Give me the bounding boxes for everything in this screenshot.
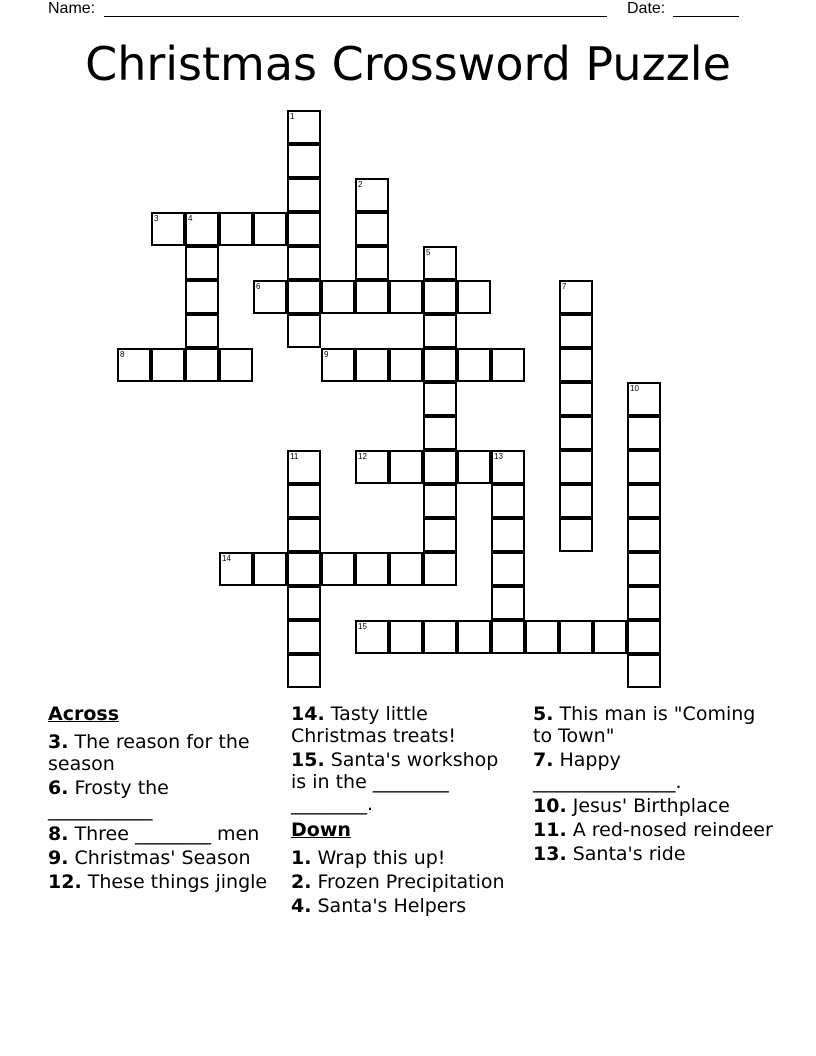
clue-number-label: 8. — [48, 823, 69, 845]
clue-number-label: 10. — [533, 795, 567, 817]
crossword-cell[interactable] — [559, 382, 593, 416]
crossword-cell[interactable] — [321, 280, 355, 314]
crossword-cell[interactable] — [627, 552, 661, 586]
crossword-cell[interactable] — [185, 246, 219, 280]
clue-item — [533, 703, 773, 747]
clue-number-label: 14. — [291, 703, 325, 725]
clue-number: 15 — [358, 622, 367, 631]
clue-text: Happy _______________. — [533, 749, 682, 793]
crossword-cell[interactable] — [559, 450, 593, 484]
crossword-cell[interactable] — [627, 382, 661, 416]
crossword-cell[interactable] — [389, 280, 423, 314]
page-title: Christmas Crossword Puzzle — [85, 37, 731, 91]
crossword-cell[interactable] — [559, 518, 593, 552]
crossword-cell[interactable] — [321, 552, 355, 586]
crossword-cell[interactable] — [559, 484, 593, 518]
clue-text: Jesus' Birthplace — [566, 795, 730, 817]
crossword-cell[interactable] — [559, 620, 593, 654]
clue-text: This man is "Coming to Town" — [533, 703, 756, 747]
down-clue-list — [291, 847, 519, 917]
clue-item — [533, 795, 773, 817]
crossword-cell[interactable] — [457, 280, 491, 314]
clue-number-label: 11. — [533, 819, 567, 841]
clue-item — [291, 703, 519, 747]
crossword-cell[interactable] — [559, 348, 593, 382]
crossword-cell[interactable] — [627, 450, 661, 484]
crossword-cell[interactable] — [253, 552, 287, 586]
crossword-cell[interactable] — [457, 620, 491, 654]
crossword-cell[interactable] — [185, 314, 219, 348]
clue-number: 5 — [426, 248, 431, 257]
clue-item — [291, 847, 519, 869]
crossword-cell[interactable] — [151, 348, 185, 382]
crossword-cell[interactable] — [491, 552, 525, 586]
name-label: Name: — [48, 0, 96, 17]
crossword-cell[interactable] — [287, 212, 321, 246]
crossword-cell[interactable] — [151, 212, 185, 246]
crossword-cell[interactable] — [287, 246, 321, 280]
clue-text: Santa's Helpers — [311, 895, 467, 917]
crossword-cell[interactable] — [287, 144, 321, 178]
clue-number: 14 — [222, 554, 231, 563]
clue-number: 1 — [290, 112, 295, 121]
clue-text: Frozen Precipitation — [311, 871, 505, 893]
crossword-cell[interactable] — [423, 314, 457, 348]
crossword-cell[interactable] — [355, 246, 389, 280]
crossword-cell[interactable] — [355, 348, 389, 382]
crossword-cell[interactable] — [219, 212, 253, 246]
crossword-cell[interactable] — [287, 280, 321, 314]
crossword-cell[interactable] — [423, 246, 457, 280]
crossword-cell[interactable] — [287, 450, 321, 484]
across-clue-list — [48, 731, 278, 893]
crossword-cell[interactable] — [253, 212, 287, 246]
crossword-cell[interactable] — [389, 552, 423, 586]
clue-item — [48, 871, 278, 893]
crossword-cell[interactable] — [423, 484, 457, 518]
crossword-cell[interactable] — [219, 552, 253, 586]
crossword-cell[interactable] — [287, 314, 321, 348]
crossword-cell[interactable] — [389, 348, 423, 382]
clue-number-label: 3. — [48, 731, 69, 753]
crossword-cell[interactable] — [355, 280, 389, 314]
crossword-cell[interactable] — [117, 348, 151, 382]
clue-number: 8 — [120, 350, 125, 359]
crossword-cell[interactable] — [287, 586, 321, 620]
clues-column-2 — [291, 703, 519, 919]
clue-item — [48, 731, 278, 775]
crossword-cell[interactable] — [423, 450, 457, 484]
crossword-cell[interactable] — [423, 382, 457, 416]
clue-item — [48, 777, 278, 821]
across-heading: Across — [48, 703, 120, 725]
crossword-cell[interactable] — [627, 484, 661, 518]
crossword-cell[interactable] — [355, 450, 389, 484]
crossword-cell[interactable] — [559, 416, 593, 450]
crossword-cell[interactable] — [559, 314, 593, 348]
crossword-cell[interactable] — [457, 450, 491, 484]
crossword-cell[interactable] — [287, 178, 321, 212]
clue-number-label: 9. — [48, 847, 69, 869]
clue-number-label: 13. — [533, 843, 567, 865]
clue-number: 9 — [324, 350, 329, 359]
clue-number: 10 — [630, 384, 639, 393]
crossword-cell[interactable] — [559, 280, 593, 314]
clue-item — [48, 823, 278, 845]
clue-item — [291, 895, 519, 917]
clue-number-label: 2. — [291, 871, 312, 893]
clue-text: Santa's workshop is in the ________ ________. — [291, 749, 499, 815]
clue-item — [48, 847, 278, 869]
crossword-cell[interactable] — [491, 450, 525, 484]
crossword-cell[interactable] — [321, 348, 355, 382]
crossword-cell[interactable] — [491, 348, 525, 382]
crossword-cell[interactable] — [287, 518, 321, 552]
clue-number-label: 4. — [291, 895, 312, 917]
crossword-cell[interactable] — [423, 620, 457, 654]
date-label: Date: — [627, 0, 666, 17]
clues-column-1 — [48, 703, 278, 895]
crossword-cell[interactable] — [525, 620, 559, 654]
crossword-cell[interactable] — [355, 552, 389, 586]
crossword-cell[interactable] — [287, 484, 321, 518]
clue-text: Frosty the ___________ — [48, 777, 169, 821]
clue-number: 3 — [154, 214, 159, 223]
down-clue-list-continued — [533, 703, 773, 865]
crossword-cell[interactable] — [287, 620, 321, 654]
crossword-cell[interactable] — [219, 348, 253, 382]
down-heading: Down — [291, 819, 351, 841]
crossword-cell[interactable] — [185, 280, 219, 314]
clue-text: A red-nosed reindeer — [566, 819, 773, 841]
clue-number: 4 — [188, 214, 193, 223]
crossword-cell[interactable] — [491, 518, 525, 552]
clue-number: 13 — [494, 452, 503, 461]
clue-text: Three ________ men — [68, 823, 260, 845]
clue-item — [533, 749, 773, 793]
crossword-cell[interactable] — [423, 416, 457, 450]
clue-number-label: 6. — [48, 777, 69, 799]
crossword-cell[interactable] — [355, 178, 389, 212]
crossword-cell[interactable] — [627, 518, 661, 552]
clue-number: 11 — [290, 452, 299, 461]
crossword-cell[interactable] — [627, 416, 661, 450]
clue-item — [291, 871, 519, 893]
crossword-cell[interactable] — [457, 348, 491, 382]
crossword-cell[interactable] — [627, 586, 661, 620]
clue-number-label: 12. — [48, 871, 82, 893]
clues-column-3 — [533, 703, 773, 867]
crossword-cell[interactable] — [423, 280, 457, 314]
crossword-cell[interactable] — [355, 620, 389, 654]
crossword-cell[interactable] — [423, 348, 457, 382]
clue-number-label: 15. — [291, 749, 325, 771]
crossword-cell[interactable] — [185, 348, 219, 382]
crossword-cell[interactable] — [185, 212, 219, 246]
crossword-cell[interactable] — [491, 586, 525, 620]
crossword-cell[interactable] — [287, 110, 321, 144]
crossword-cell[interactable] — [593, 620, 627, 654]
crossword-cell[interactable] — [627, 620, 661, 654]
crossword-cell[interactable] — [627, 654, 661, 688]
crossword-cell[interactable] — [287, 654, 321, 688]
crossword-cell[interactable] — [389, 450, 423, 484]
crossword-cell[interactable] — [389, 620, 423, 654]
clue-item — [533, 843, 773, 865]
across-clue-list-continued — [291, 703, 519, 815]
clue-item — [533, 819, 773, 841]
clue-text: These things jingle — [81, 871, 268, 893]
clue-item — [291, 749, 519, 815]
clue-number: 6 — [256, 282, 261, 291]
clue-number-label: 1. — [291, 847, 312, 869]
clue-number-label: 7. — [533, 749, 554, 771]
crossword-cell[interactable] — [423, 552, 457, 586]
crossword-cell[interactable] — [287, 552, 321, 586]
crossword-cell[interactable] — [253, 280, 287, 314]
clue-text: The reason for the season — [48, 731, 250, 775]
clue-number-label: 5. — [533, 703, 554, 725]
clue-number: 2 — [358, 180, 363, 189]
clue-text: Tasty little Christmas treats! — [291, 703, 456, 747]
clue-text: Wrap this up! — [311, 847, 446, 869]
crossword-cell[interactable] — [423, 518, 457, 552]
crossword-cell[interactable] — [491, 484, 525, 518]
clue-text: Santa's ride — [566, 843, 686, 865]
clue-number: 7 — [562, 282, 567, 291]
crossword-cell[interactable] — [491, 620, 525, 654]
crossword-cell[interactable] — [355, 212, 389, 246]
clue-text: Christmas' Season — [68, 847, 251, 869]
clue-number: 12 — [358, 452, 367, 461]
